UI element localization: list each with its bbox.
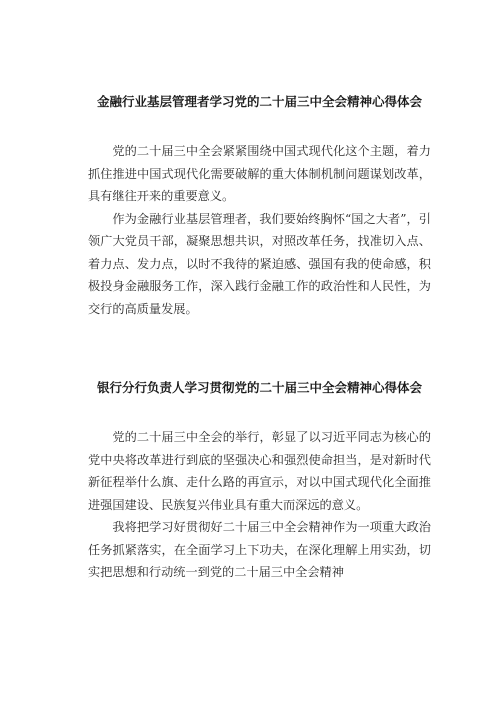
article-1-paragraph-1: 党的二十届三中全会紧紧围绕中国式现代化这个主题，着力抓住推进中国式现代化需要破解的重大体制机制问题谋划改革，具有继往开来的重要意义。	[88, 144, 431, 203]
article-section-1	[88, 90, 431, 320]
article-2-paragraph-1: 党的二十届三中全会的举行，彰显了以习近平同志为核心的党中央将改革进行到底的坚强决心和强烈使命担当，是对新时代新征程举什么旗、走什么路的再宣示，对以中国式现代化全面推进强国建设、民族复兴伟业具有重大而深远的意义。	[88, 430, 431, 512]
article-2-paragraph-2: 我将把学习好贯彻好二十届三中全会精神作为一项重大政治任务抓紧落实，在全面学习上下功夫，在深化理解上用实劲，切实把思想和行动统一到党的二十届三中全会精神	[88, 520, 431, 579]
article-title-2: 银行分行负责人学习贯彻党的二十届三中全会精神心得体会	[96, 380, 422, 395]
article-title-1: 金融行业基层管理者学习党的二十届三中全会精神心得体会	[96, 94, 422, 109]
article-section-2	[88, 376, 431, 584]
article-1-paragraph-2: 作为金融行业基层管理者，我们要始终胸怀“国之大者”，引领广大党员干部，凝聚思想共识，对照改革任务，找准切入点、着力点、发力点，以时不我待的紧迫感、强国有我的使命感，积极投身金融服务工作，深入践行金融工作的政治性和人民性，为交行的高质量发展。	[88, 211, 431, 316]
